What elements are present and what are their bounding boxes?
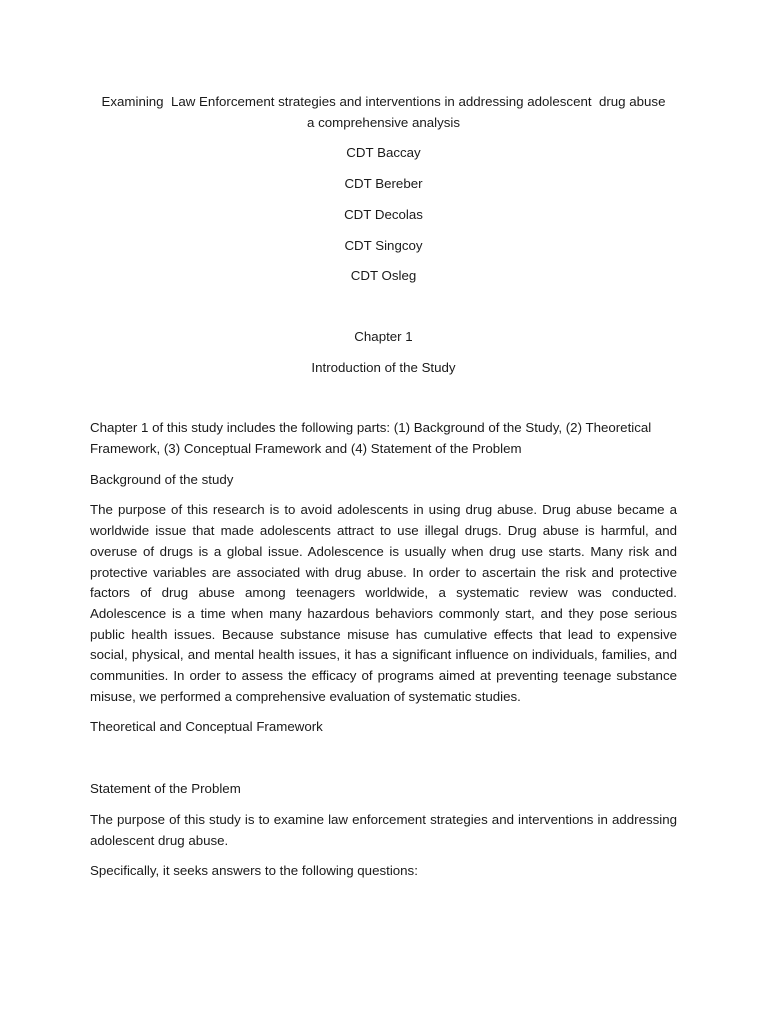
- document-body: [90, 92, 677, 892]
- framework-heading: Theoretical and Conceptual Framework: [90, 719, 323, 735]
- title-line-2: a comprehensive analysis: [307, 114, 460, 130]
- problem-heading: Statement of the Problem: [90, 781, 241, 797]
- questions-intro: Specifically, it seeks answers to the following questions:: [90, 863, 418, 879]
- background-paragraph: The purpose of this research is to avoid adolescents in using drug abuse. Drug abuse became a worldwide issue that made adolescents attract to use illegal drugs. Drug abuse is harmful, and overuse of drugs is a global issue. Adolescence is usually when drug use starts. Many risk and protective variables are associated with drug abuse. In order to ascertain the risk and protective factors of drug abuse among teenagers worldwide, a systematic review was conducted. Adolescence is a time when many hazardous behaviors commonly start, and they pose serious public health issues. Because substance misuse has cumulative effects that lead to expensive social, physical, and mental health issues, it has a significant influence on individuals, families, and communities. In order to assess the efficacy of programs aimed at preventing teenage substance misuse, we performed a comprehensive evaluation of systematic studies.: [90, 502, 677, 704]
- author-1: CDT Baccay: [346, 145, 421, 161]
- intro-paragraph: Chapter 1 of this study includes the following parts: (1) Background of the Study, (2) Theoretical Framework, (3) Conceptual Framework and (4) Statement of the Problem: [90, 420, 652, 457]
- title-line-1: Examining Law Enforcement strategies and interventions in addressing adolescent drug abuse: [101, 94, 666, 109]
- author-4: CDT Singcoy: [344, 237, 423, 253]
- document-title: [90, 92, 677, 133]
- author-3: CDT Decolas: [344, 206, 423, 222]
- background-heading: Background of the study: [90, 471, 234, 487]
- author-5: CDT Osleg: [350, 268, 417, 284]
- problem-paragraph: The purpose of this study is to examine law enforcement strategies and interventions in addressing adolescent drug abuse.: [90, 811, 677, 848]
- author-2: CDT Bereber: [344, 176, 423, 192]
- chapter-number: Chapter 1: [354, 328, 413, 344]
- chapter-title: Introduction of the Study: [311, 359, 456, 375]
